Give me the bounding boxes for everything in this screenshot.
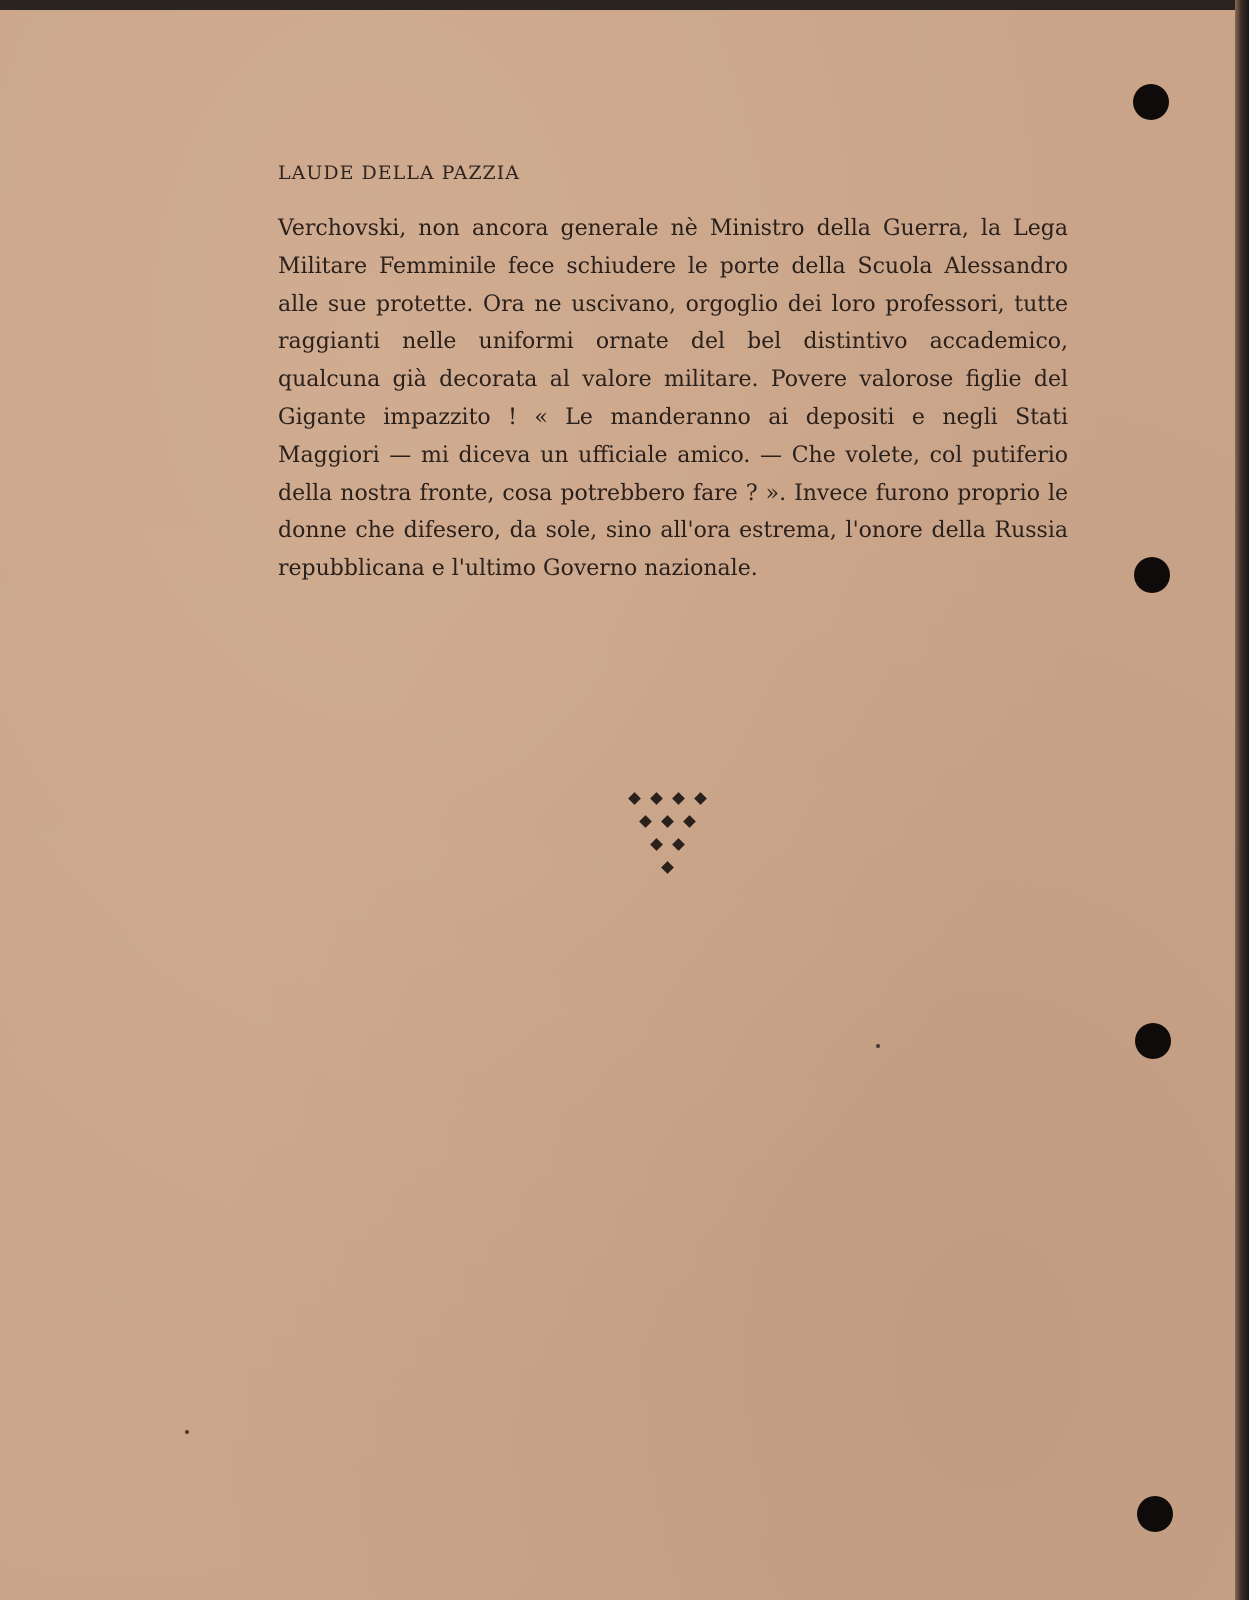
binder-hole	[1135, 1023, 1171, 1059]
book-page	[0, 8, 1236, 1600]
binder-hole	[1133, 84, 1169, 120]
diamond-icon	[650, 838, 663, 851]
diamond-icon	[683, 815, 696, 828]
diamond-icon	[661, 815, 674, 828]
body-paragraph: Verchovski, non ancora generale nè Ministro della Guerra, la Lega Militare Femminile fece schiudere le porte della Scuola Alessandro alle sue protette. Ora ne uscivano, orgoglio dei loro professori, tutte raggianti nelle uniformi ornate del bel distintivo accademico, qualcuna già decorata al valore militare. Povere valorose figlie del Gigante impazzito ! « Le manderanno ai depositi e negli Stati Maggiori — mi diceva un ufficiale amico. — Che volete, col putiferio della nostra fronte, cosa potrebbero fare ? ». Invece furono proprio le donne che difesero, da sole, sino all'ora estrema, l'onore della Russia repubblicana e l'ultimo Governo nazionale.	[278, 216, 1068, 582]
binder-hole	[1134, 557, 1170, 593]
paper-speck	[876, 1044, 880, 1048]
diamond-icon	[650, 792, 663, 805]
diamond-icon	[639, 815, 652, 828]
diamond-icon	[628, 792, 641, 805]
scan-right-edge	[1235, 0, 1249, 1600]
diamond-icon	[661, 861, 674, 874]
diamond-icon	[694, 792, 707, 805]
binder-hole	[1137, 1496, 1173, 1532]
paper-speck	[185, 1430, 189, 1434]
running-head: LAUDE DELLA PAZZIA	[278, 162, 520, 184]
diamond-icon	[672, 838, 685, 851]
scan-top-edge	[0, 0, 1249, 10]
diamond-icon	[672, 792, 685, 805]
